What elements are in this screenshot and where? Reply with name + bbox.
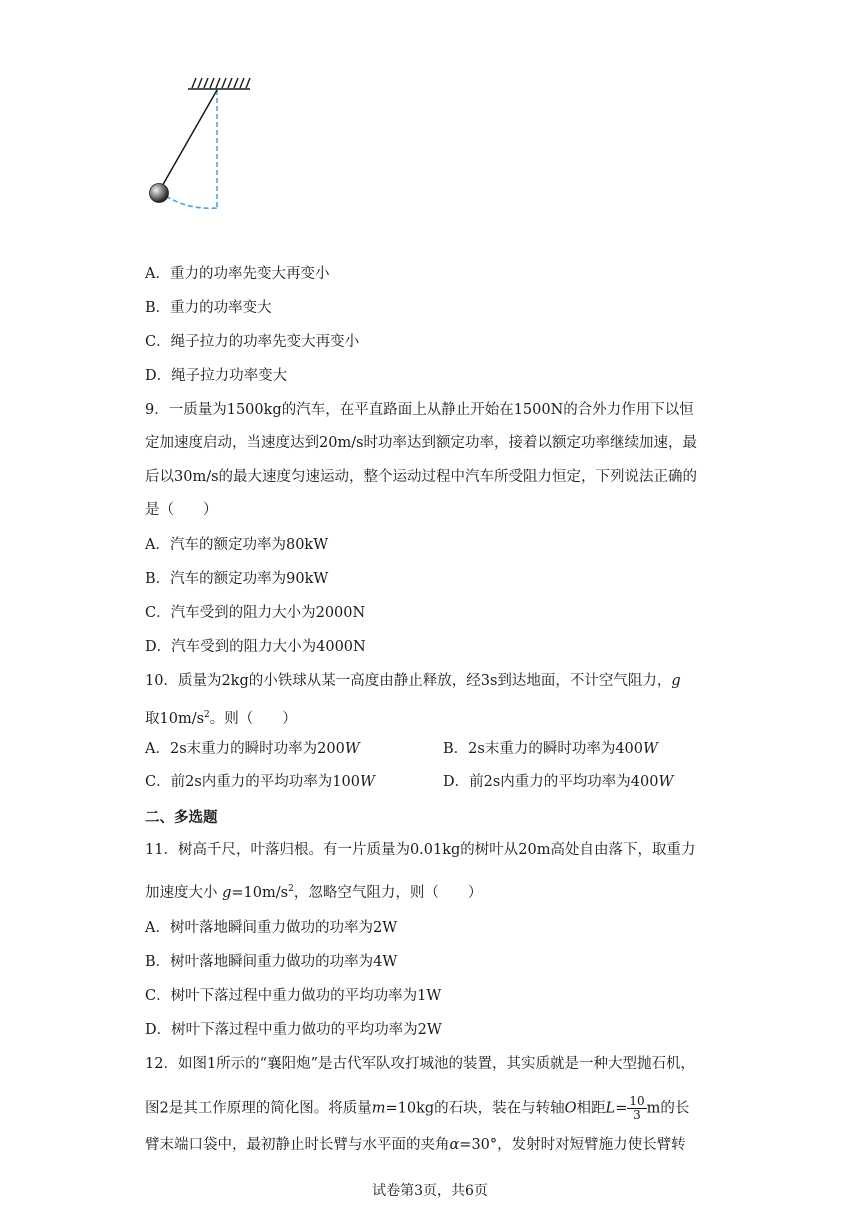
- q9-option-c: C．汽车受到的阻力大小为2000N: [145, 605, 366, 621]
- q11-stem-line-2: [145, 879, 482, 903]
- q12-stem-line-2: [145, 1095, 689, 1122]
- page-footer: 试卷第3页，共6页: [372, 1183, 488, 1199]
- q9-stem-line-3: 后以30m/s的最大速度匀速运动，整个运动过程中汽车所受阻力恒定，下列说法正确的: [145, 469, 698, 485]
- q9-stem-line-4: 是（ ）: [145, 502, 218, 518]
- q10-option-b-text: B．2s末重力的瞬时功率为400: [443, 741, 643, 757]
- q10-stem-line-2: [145, 705, 297, 729]
- q11-option-d: D．树叶下落过程中重力做功的平均功率为2W: [145, 1022, 442, 1038]
- q12-equals: =: [615, 1100, 628, 1117]
- q12-fraction-numerator: 10: [629, 1094, 645, 1108]
- ceiling-hatch: [188, 78, 250, 89]
- q12-stem-text-b: 的石块，装在与转轴: [434, 1100, 565, 1117]
- q12-stem-text-d: 的长: [660, 1100, 690, 1117]
- pendulum-figure: [140, 72, 270, 222]
- q10-exponent: 2: [204, 710, 210, 720]
- q9-option-b: B．汽车的额定功率为90kW: [145, 571, 329, 587]
- q10-option-d: [443, 772, 673, 792]
- q10-option-b-unit: W: [643, 741, 658, 757]
- q10-option-b: [443, 739, 658, 759]
- section-heading-multiple-choice: 二、多选题: [145, 810, 218, 826]
- q10-option-c: [145, 772, 375, 792]
- q10-option-c-unit: W: [359, 774, 375, 790]
- q10-stem-text: 10．质量为2kg的小铁球从某一高度由静止释放，经3s到达地面，不计空气阻力，: [145, 673, 672, 689]
- q12-m-value: =10kg: [385, 1100, 435, 1117]
- q12-stem-text-c: 相距: [576, 1100, 606, 1117]
- q11-option-b: B．树叶落地瞬间重力做功的功率为4W: [145, 954, 398, 970]
- q12-alpha-value: =30°: [459, 1137, 498, 1153]
- q12-o-symbol: O: [564, 1100, 577, 1117]
- q8-option-c: C．绳子拉力的功率先变大再变小: [145, 334, 360, 350]
- q12-stem-text-f: ，发射时对短臂施力使长臂转: [497, 1137, 686, 1153]
- q10-option-a-unit: W: [344, 741, 360, 757]
- q10-option-a: [145, 739, 360, 759]
- q10-stem-end: 。则（ ）: [209, 710, 297, 727]
- q11-g-value: =10m/s: [231, 884, 289, 901]
- q8-option-d: D．绳子拉力功率变大: [145, 368, 288, 384]
- string-line: [161, 90, 217, 188]
- q11-stem-text: 加速度大小: [145, 884, 218, 901]
- q10-g-symbol: g: [671, 673, 681, 689]
- q11-g-symbol: g: [222, 884, 232, 901]
- q12-stem-text-a: 图2是其工作原理的简化图。将质量: [145, 1100, 372, 1117]
- q11-option-c: C．树叶下落过程中重力做功的平均功率为1W: [145, 988, 442, 1004]
- q9-stem-line-2: 定加速度启动，当速度达到20m/s时功率达到额定功率，接着以额定功率继续加速，最: [145, 435, 698, 451]
- q9-option-a: A．汽车的额定功率为80kW: [145, 537, 329, 553]
- q12-l-unit: m: [646, 1100, 661, 1117]
- q11-exponent: 2: [288, 884, 294, 894]
- q9-stem-line-1: 9．一质量为1500kg的汽车，在平直路面上从静止开始在1500N的合外力作用下以恒: [145, 402, 694, 418]
- q11-stem-end: ，忽略空气阻力，则（ ）: [293, 884, 483, 901]
- q10-option-d-unit: W: [658, 774, 674, 790]
- q12-stem-line-1: 12．如图1所示的“襄阳炮”是古代军队攻打城池的装置，其实质就是一种大型抛石机，: [145, 1056, 695, 1072]
- q10-option-d-text: D．前2s内重力的平均功率为400: [443, 774, 659, 790]
- q8-option-a: A．重力的功率先变大再变小: [145, 266, 330, 282]
- q10-option-a-text: A．2s末重力的瞬时功率为200: [145, 741, 345, 757]
- q11-option-a: A．树叶落地瞬间重力做功的功率为2W: [145, 920, 398, 936]
- q10-stem-line-1: [145, 671, 681, 691]
- q9-option-d: D．汽车受到的阻力大小为4000N: [145, 639, 366, 655]
- q12-l-symbol: L: [605, 1100, 616, 1117]
- q12-stem-line-3: [145, 1135, 686, 1155]
- swing-arc: [166, 196, 217, 208]
- q12-fraction: [627, 1095, 646, 1122]
- pendulum-ball: [150, 184, 169, 203]
- q10-option-c-text: C．前2s内重力的平均功率为100: [145, 774, 360, 790]
- q11-stem-line-1: 11．树高千尺，叶落归根。有一片质量为0.01kg的树叶从20m高处自由落下，取重力: [145, 842, 696, 858]
- q12-alpha-symbol: α: [449, 1137, 460, 1153]
- q12-fraction-denominator: 3: [633, 1108, 641, 1122]
- q8-option-b: B．重力的功率变大: [145, 300, 272, 316]
- q10-g-value: 取10m/s: [145, 710, 205, 727]
- q12-stem-text-e: 臂末端口袋中，最初静止时长臂与水平面的夹角: [145, 1137, 450, 1153]
- q12-m-symbol: m: [371, 1100, 386, 1117]
